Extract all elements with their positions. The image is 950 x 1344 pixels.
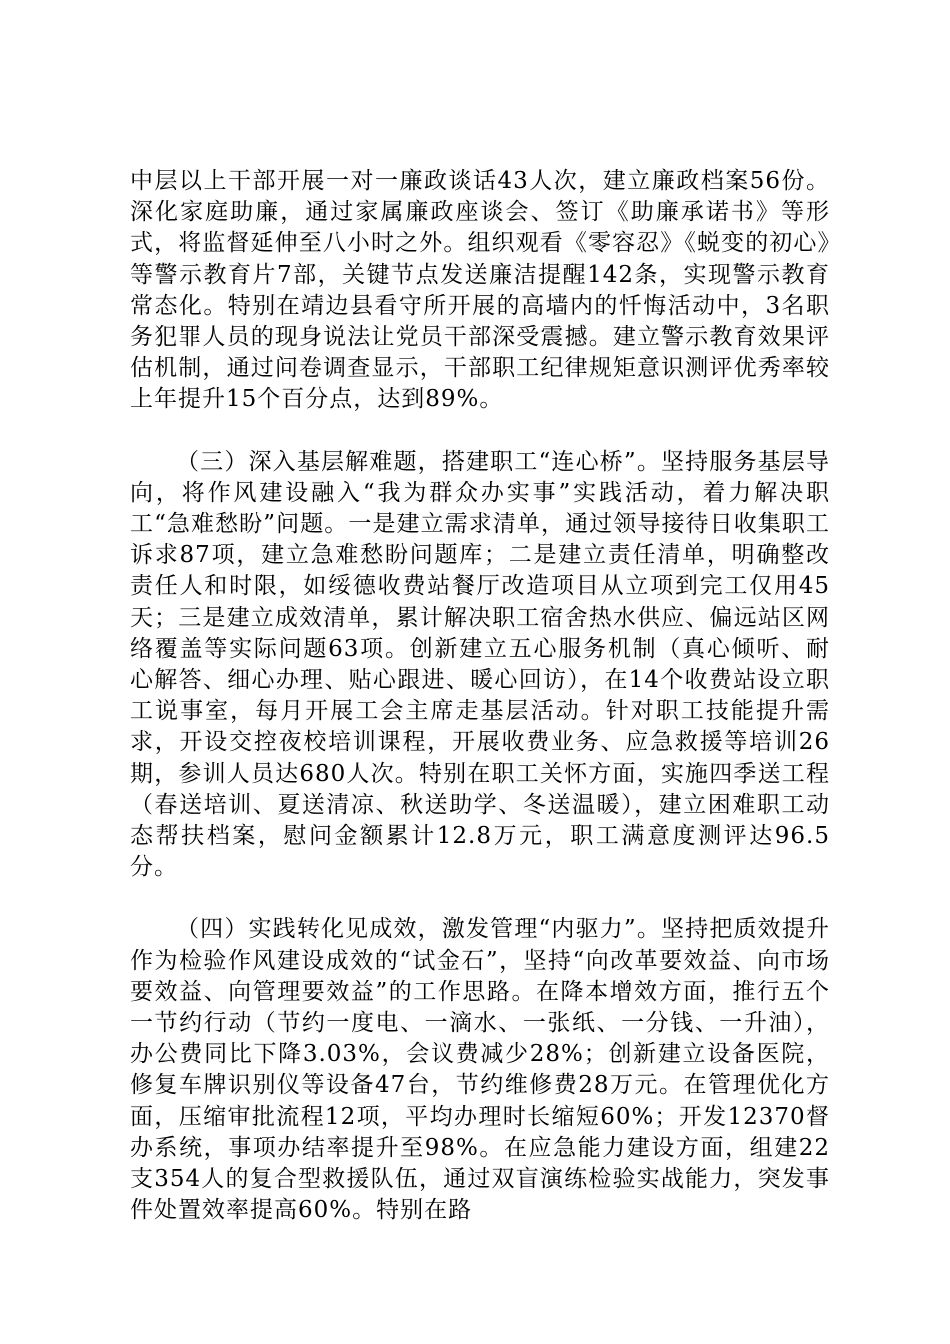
paragraph-section-three: （三）深入基层解难题，搭建职工“连心桥”。坚持服务基层导向，将作风建设融入“我为群众办实事”实践活动，着力解决职工“急难愁盼”问题。一是建立需求清单，通过领导接待日收集职工诉求87项，建立急难愁盼问题库；二是建立责任清单，明确整改责任人和时限，如绥德收费站餐厅改造项目从立项到完工仅用45天；三是建立成效清单，累计解决职工宿舍热水供应、偏远站区网络覆盖等实际问题63项。创新建立五心服务机制（真心倾听、耐心解答、细心办理、贴心跟进、暖心回访），在14个收费站设立职工说事室，每月开展工会主席走基层活动。针对职工技能提升需求，开设交控夜校培训课程，开展收费业务、应急救援等培训26期，参训人员达680人次。特别在职工关怀方面，实施四季送工程（春送培训、夏送清凉、秋送助学、冬送温暖），建立困难职工动态帮扶档案，慰问金额累计12.8万元，职工满意度测评达96.5分。 <box>130 448 830 881</box>
document-body <box>130 166 830 1227</box>
paragraph-section-four: （四）实践转化见成效，激发管理“内驱力”。坚持把质效提升作为检验作风建设成效的“试金石”，坚持“向改革要效益、向市场要效益、向管理要效益”的工作思路。在降本增效方面，推行五个一节约行动（节约一度电、一滴水、一张纸、一分钱、一升油），办公费同比下降3.03%，会议费减少28%；创新建立设备医院，修复车牌识别仪等设备47台，节约维修费28万元。在管理优化方面，压缩审批流程12项，平均办理时长缩短60%；开发12370督办系统，事项办结率提升至98%。在应急能力建设方面，组建22支354人的复合型救援队伍，通过双盲演练检验实战能力，突发事件处置效率提高60%。特别在路 <box>130 916 830 1224</box>
paragraph-anti-corruption-education: 中层以上干部开展一对一廉政谈话43人次，建立廉政档案56份。深化家庭助廉，通过家属廉政座谈会、签订《助廉承诺书》等形式，将监督延伸至八小时之外。组织观看《零容忍》《蜕变的初心》等警示教育片7部，关键节点发送廉洁提醒142条，实现警示教育常态化。特别在靖边县看守所开展的高墙内的忏悔活动中，3名职务犯罪人员的现身说法让党员干部深受震撼。建立警示教育效果评估机制，通过问卷调查显示，干部职工纪律规矩意识测评优秀率较上年提升15个百分点，达到89%。 <box>130 168 830 413</box>
